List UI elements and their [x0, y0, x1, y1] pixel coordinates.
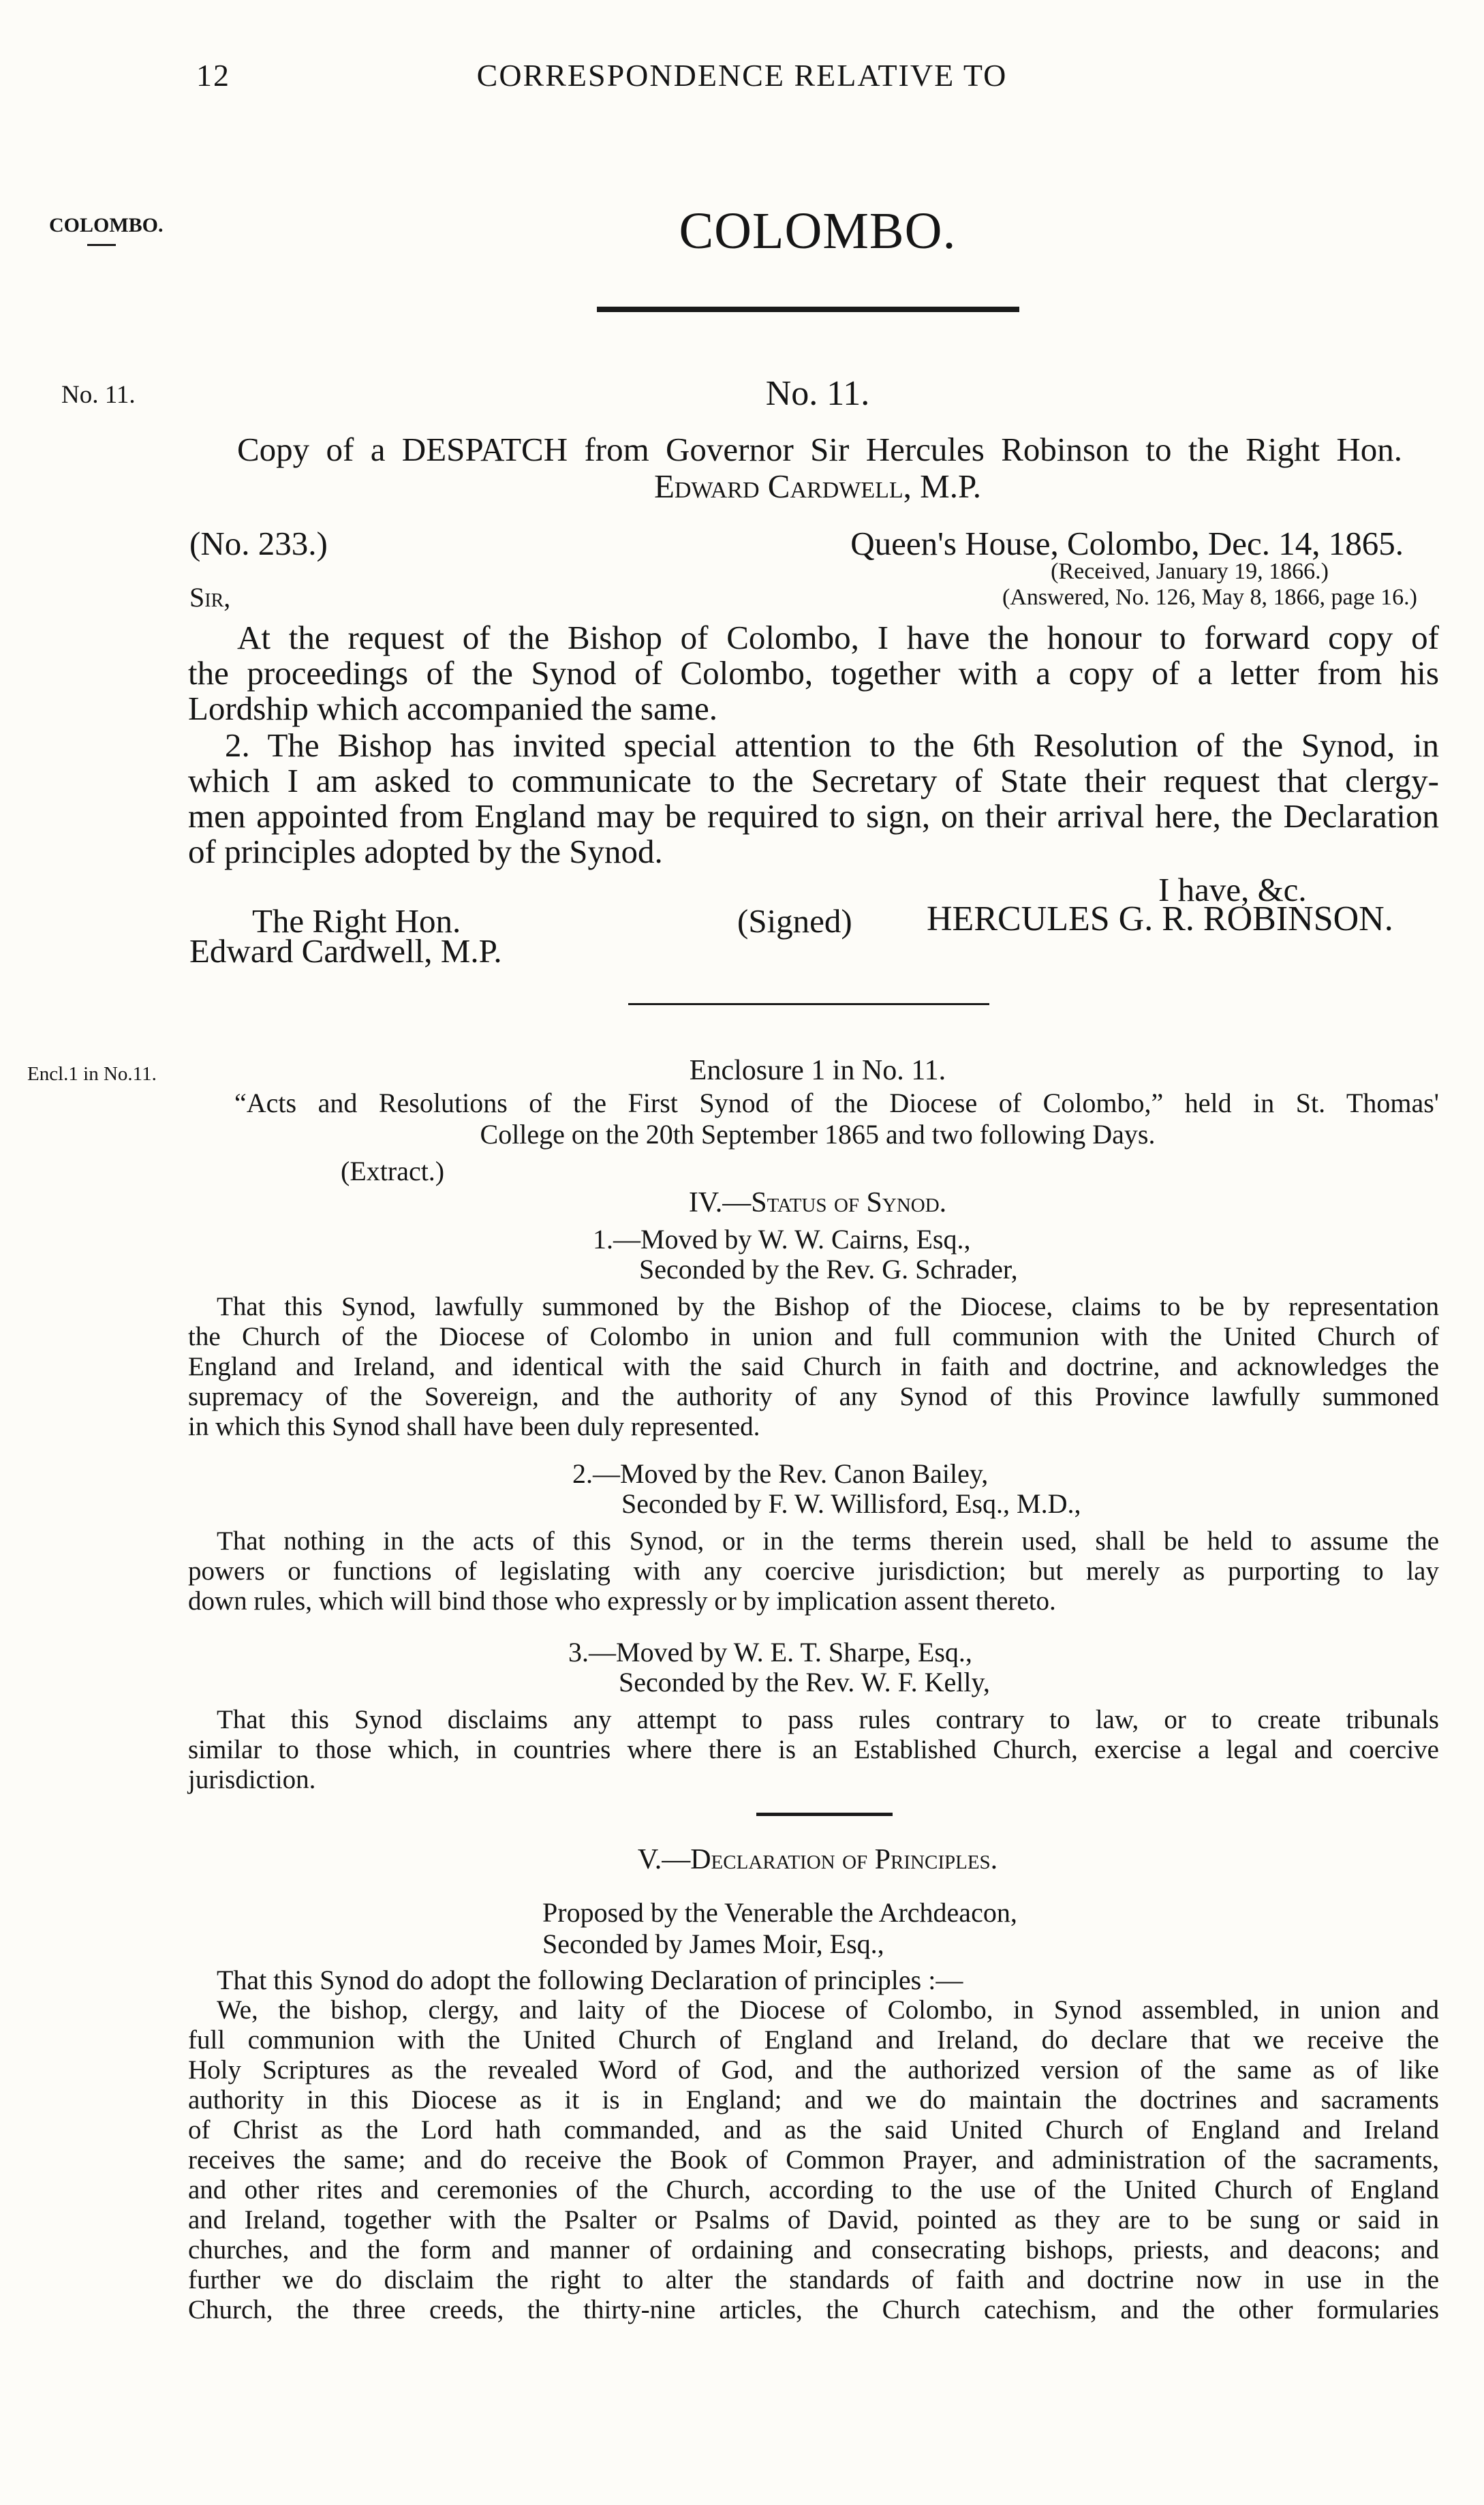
margin-encl: Encl.1 in No.11.	[27, 1063, 157, 1085]
title-rule	[597, 307, 1019, 312]
despatch-end-rule	[628, 1003, 989, 1005]
r1-last: in which this Synod shall have been duly represented.	[188, 1412, 760, 1441]
r1-line3: England and Ireland, and identical with the said Church in faith and doctrine, and acknowledges the	[188, 1352, 1439, 1381]
despatch-received: (Received, January 19, 1866.)	[1051, 559, 1329, 584]
p5-line6: receives the same; and do receive the Book of Common Prayer, and administration of the sacraments,	[188, 2145, 1439, 2174]
para2-line2: which I am asked to communicate to the Secretary of State their request that clergy-	[188, 762, 1439, 799]
despatch-salutation: Sir,	[189, 582, 231, 613]
closing: I have, &c.	[1158, 871, 1307, 908]
r3-last: jurisdiction.	[188, 1765, 316, 1794]
despatch-ref: (No. 233.)	[189, 525, 328, 562]
section-title: COLOMBO.	[679, 202, 957, 260]
despatch-title-line1: Copy of a DESPATCH from Governor Sir Hercules Robinson to the Right Hon.	[237, 431, 1402, 468]
p5-line5: of Christ as the Lord hath commanded, and as the said United Church of England and Ireland	[188, 2115, 1439, 2145]
r2-line1: That nothing in the acts of this Synod, or in the terms therein used, shall be held to assume the	[217, 1526, 1439, 1556]
margin-no11: No. 11.	[61, 381, 136, 409]
p5-line8: and Ireland, together with the Psalter or Psalms of David, pointed as they are to be sung or said in	[188, 2205, 1439, 2234]
r1-line4: supremacy of the Sovereign, and the authority of any Synod of this Province lawfully summoned	[188, 1382, 1439, 1411]
r3-seconded: Seconded by the Rev. W. F. Kelly,	[619, 1667, 990, 1697]
addressee-line2: Edward Cardwell, M.P.	[189, 932, 502, 970]
enclosure-heading: Enclosure 1 in No. 11.	[689, 1055, 946, 1086]
enclosure-title-line1: “Acts and Resolutions of the First Synod of the Diocese of Colombo,” held in St. Thomas'	[234, 1088, 1439, 1118]
enclosure-extract: (Extract.)	[341, 1156, 445, 1186]
despatch-answered: (Answered, No. 126, May 8, 1866, page 16.)	[1002, 585, 1417, 610]
running-title: CORRESPONDENCE RELATIVE TO	[476, 58, 1008, 93]
despatch-place-date: Queen's House, Colombo, Dec. 14, 1865.	[850, 525, 1404, 562]
p5-proposed: Proposed by the Venerable the Archdeacon,	[542, 1897, 1017, 1928]
r2-moved: 2.—Moved by the Rev. Canon Bailey,	[572, 1458, 989, 1489]
despatch-number: No. 11.	[765, 374, 870, 413]
r2-line2: powers or functions of legislating with any coercive jurisdiction; but merely as purporting to lay	[188, 1556, 1439, 1586]
signature: HERCULES G. R. ROBINSON.	[927, 900, 1393, 938]
r3-line2: similar to those which, in countries where there is an Established Church, exercise a legal and coercive	[188, 1735, 1439, 1764]
p5-line4: authority in this Diocese as it is in England; and we do maintain the doctrines and sacraments	[188, 2085, 1439, 2115]
p5-line10: further we do disclaim the right to alter the standards of faith and doctrine now in use in the	[188, 2265, 1439, 2294]
r1-moved: 1.—Moved by W. W. Cairns, Esq.,	[593, 1224, 971, 1255]
para2-line1: 2. The Bishop has invited special attention to the 6th Resolution of the Synod, in	[225, 726, 1439, 764]
para2-line3: men appointed from England may be required to sign, on their arrival here, the Declaration	[188, 797, 1439, 835]
section-rule	[756, 1813, 893, 1816]
r3-line1: That this Synod disclaims any attempt to pass rules contrary to law, or to create tribunals	[217, 1705, 1439, 1734]
p5-line1: We, the bishop, clergy, and laity of the Diocese of Colombo, in Synod assembled, in union and	[217, 1995, 1439, 2025]
r1-line1: That this Synod, lawfully summoned by the Bishop of the Diocese, claims to be by representation	[217, 1292, 1439, 1321]
p5-line3: Holy Scriptures as the revealed Word of God, and the authorized version of the same as of like	[188, 2055, 1439, 2085]
p5-line11: Church, the three creeds, the thirty-nine articles, the Church catechism, and the other formularies	[188, 2295, 1439, 2324]
p5-intro: That this Synod do adopt the following Declaration of principles :—	[217, 1965, 963, 1995]
r1-seconded: Seconded by the Rev. G. Schrader,	[639, 1254, 1018, 1285]
para1-last: Lordship which accompanied the same.	[188, 690, 717, 727]
despatch-title-line2: Edward Cardwell, M.P.	[653, 467, 982, 505]
para1-line1: At the request of the Bishop of Colombo, I have the honour to forward copy of	[237, 619, 1439, 656]
para2-last: of principles adopted by the Synod.	[188, 833, 663, 870]
para1-line2: the proceedings of the Synod of Colombo, together with a copy of a letter from his	[188, 654, 1439, 692]
page-number: 12	[196, 58, 230, 93]
enclosure-title-line2: College on the 20th September 1865 and two following Days.	[480, 1119, 1156, 1150]
r2-seconded: Seconded by F. W. Willisford, Esq., M.D.,	[621, 1488, 1081, 1519]
p5-line7: and other rites and ceremonies of the Church, according to the use of the United Church of England	[188, 2175, 1439, 2204]
p5-line9: churches, and the form and manner of ordaining and consecrating bishops, priests, and deacons; and	[188, 2235, 1439, 2264]
r3-moved: 3.—Moved by W. E. T. Sharpe, Esq.,	[568, 1637, 972, 1668]
p5-line2: full communion with the United Church of England and Ireland, do declare that we receive the	[188, 2025, 1439, 2055]
section-v-heading: V.—Declaration of Principles.	[637, 1844, 998, 1875]
section-iv-heading: IV.—Status of Synod.	[688, 1187, 947, 1218]
signed-label: (Signed)	[737, 902, 852, 940]
r2-last: down rules, which will bind those who expressly or by implication assent thereto.	[188, 1586, 1056, 1616]
addressee-line1: The Right Hon.	[252, 902, 461, 940]
r1-line2: the Church of the Diocese of Colombo in union and full communion with the United Church of	[188, 1322, 1439, 1351]
p5-seconded: Seconded by James Moir, Esq.,	[542, 1928, 884, 1959]
margin-colombo: COLOMBO.	[49, 214, 164, 236]
